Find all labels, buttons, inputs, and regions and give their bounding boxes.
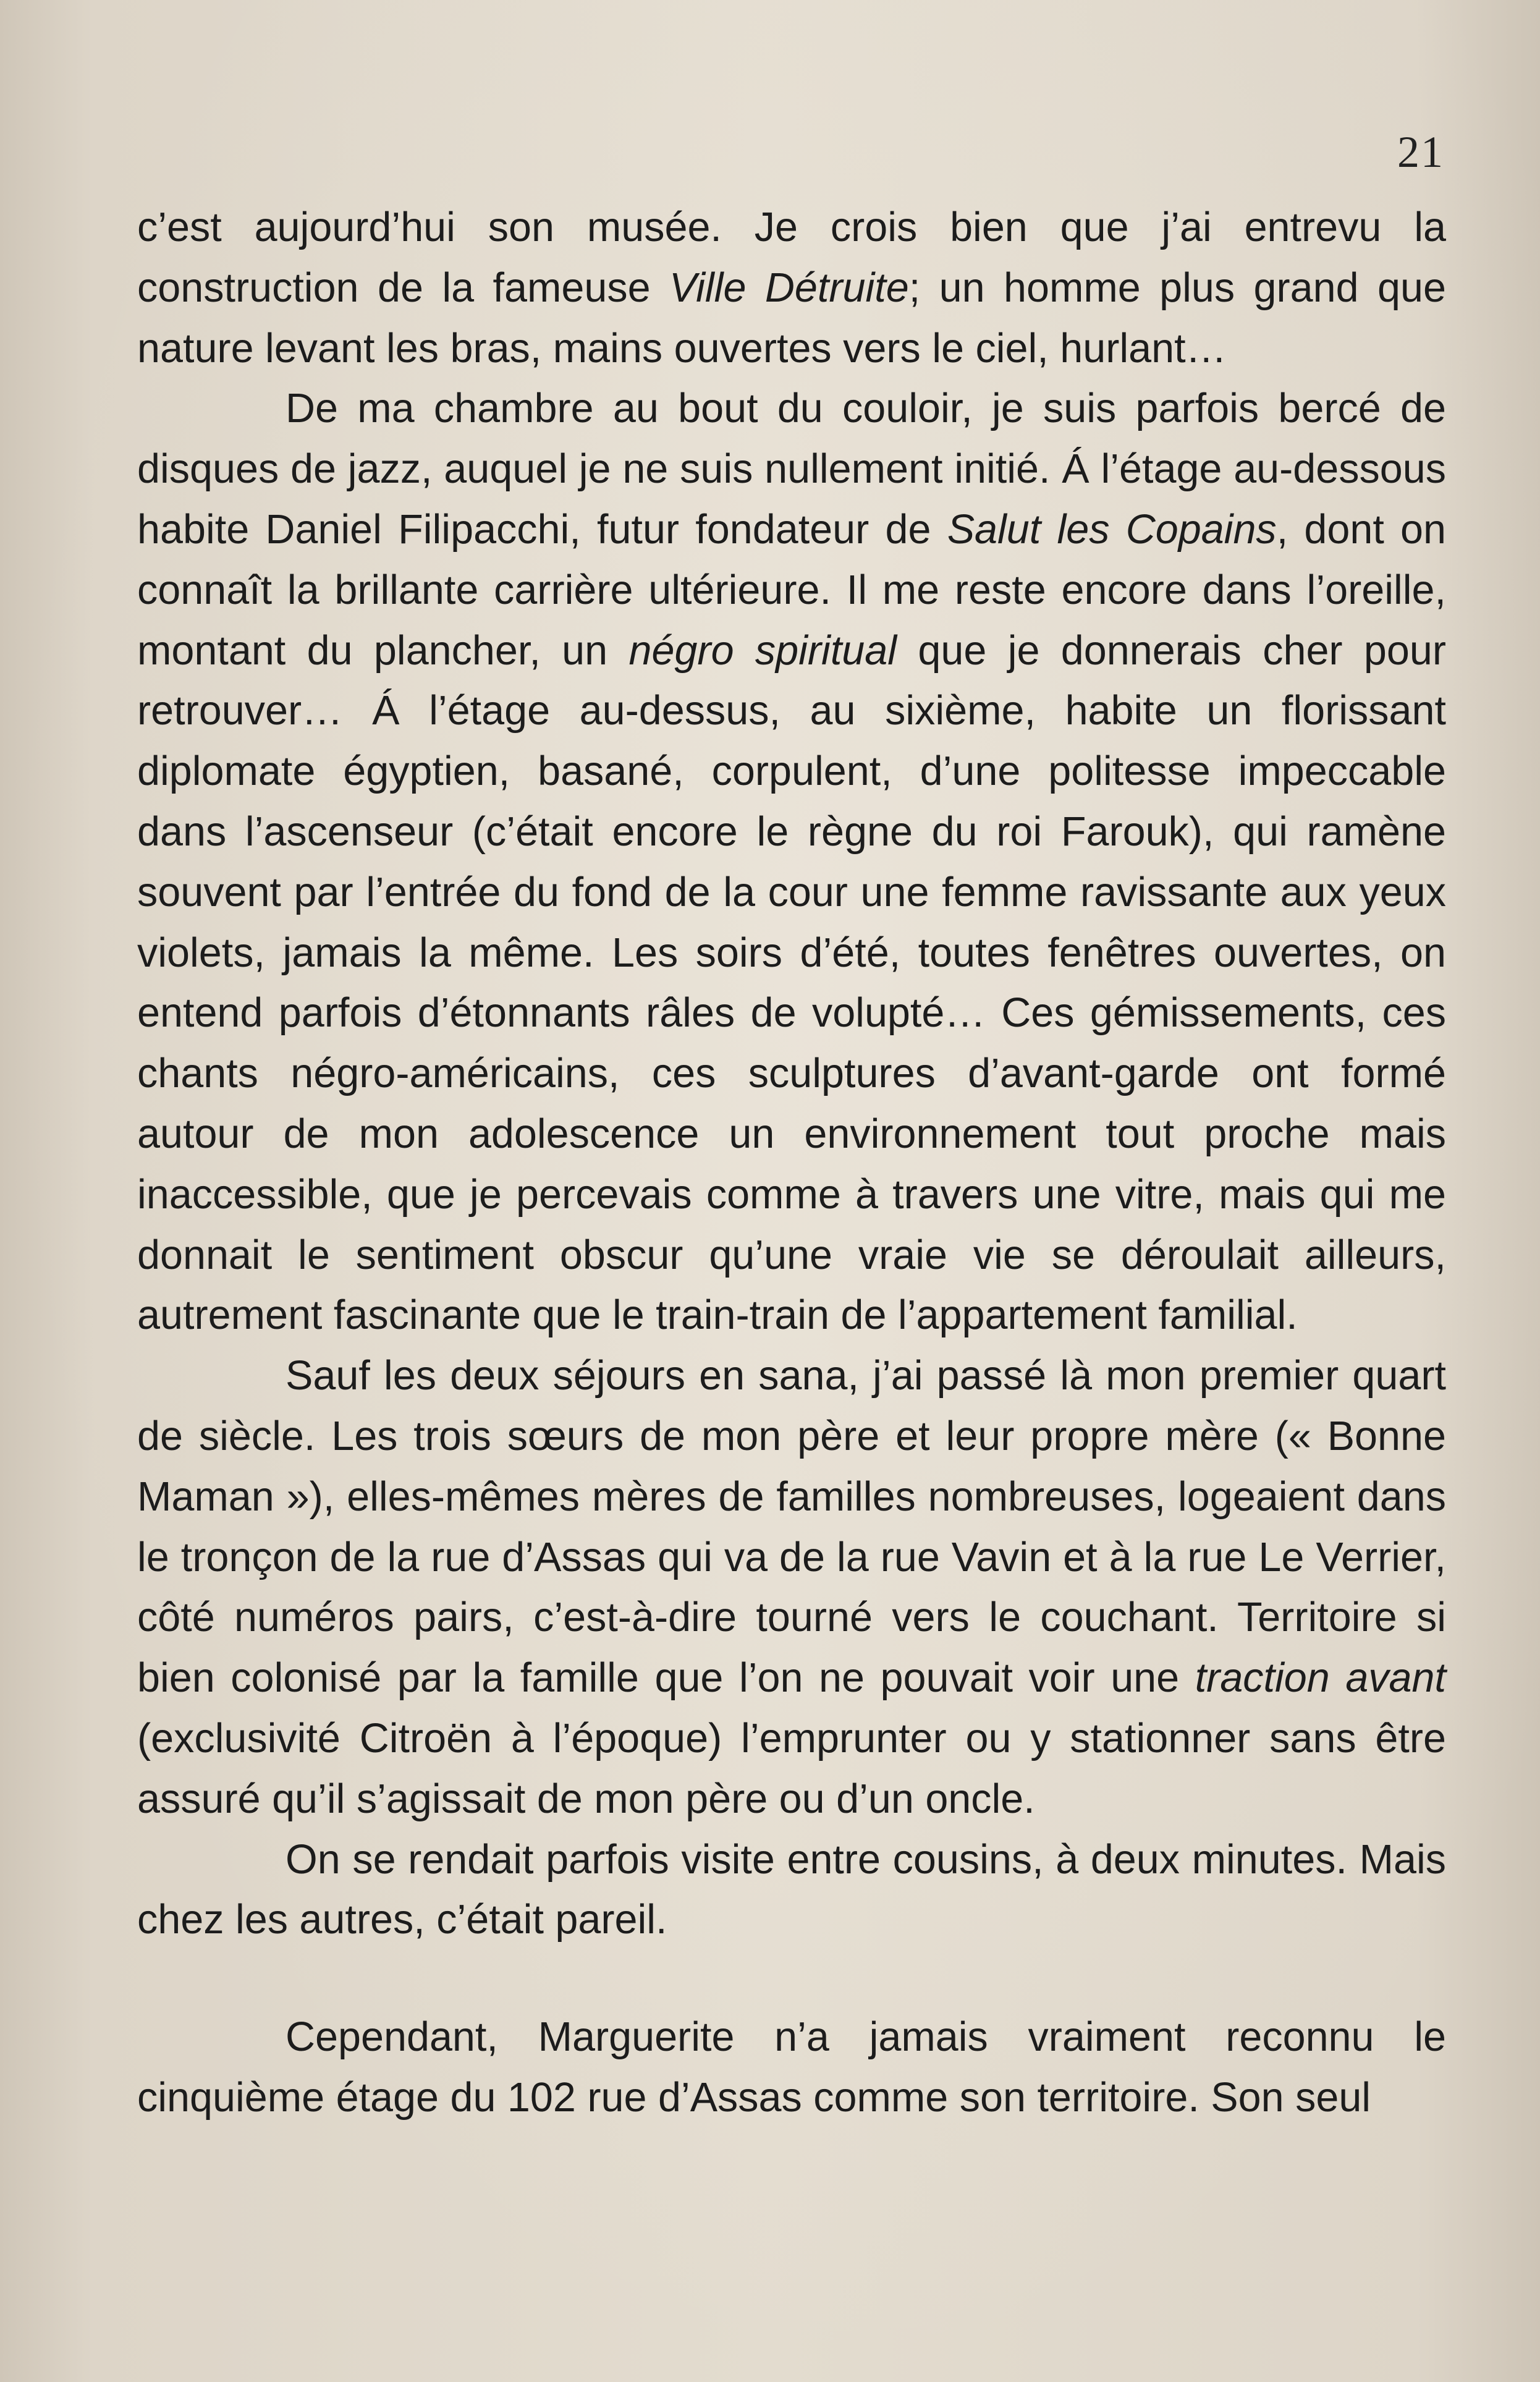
italic-title: Ville Détruite: [669, 265, 909, 311]
text-segment: De ma chambre au bout du couloir, je suis parfois bercé de disques de jazz, auquel je ne suis nullement initié. Á l’étage au-dessous habite Daniel Filipacchi, futur fondateur de: [137, 386, 1446, 553]
paragraph-4: [137, 1830, 1446, 1951]
italic-title: Salut les Copains: [947, 506, 1277, 553]
text-segment: (exclusivité Citroën à l’époque) l’emprunter ou y stationner sans être assuré qu’il s’agissait de mon père ou d’un oncle.: [137, 1715, 1446, 1822]
paragraph-5: [137, 2007, 1446, 2129]
text-segment: Cependant, Marguerite n’a jamais vraiment reconnu le cinquième étage du 102 rue d’Assas comme son territoire. Son seul: [137, 2014, 1446, 2121]
text-segment: Sauf les deux séjours en sana, j’ai passé là mon premier quart de siècle. Les trois sœurs de mon père et leur propre mère (« Bonne Maman »), elles-mêmes mères de familles nombreuses, logeaient dans le tronçon de la rue d’Assas qui va de la rue Vavin et à la rue Le Verrier, côté numéros pairs, c’est-à-dire tourné vers le couchant. Territoire si bien colonisé par la famille que l’on ne pouvait voir une: [137, 1353, 1446, 1702]
text-segment: , dont on connaît la brillante carrière ultérieure. Il me reste encore dans l’oreille, montant du plancher, un: [137, 506, 1446, 674]
text-segment: On se rendait parfois visite entre cousins, à deux minutes. Mais chez les autres, c’était pareil.: [137, 1836, 1446, 1943]
paragraph-2: [137, 379, 1446, 1346]
italic-term: traction avant: [1195, 1655, 1446, 1702]
page-number: 21: [1397, 127, 1444, 177]
text-segment: que je donnerais cher pour retrouver… Á l’étage au-dessus, au sixième, habite un florissant diplomate égyptien, basané, corpulent, d’une politesse impeccable dans l’ascenseur (c’était encore le règne du roi Farouk), qui ramène souvent par l’entrée du fond de la cour une femme ravissante aux yeux violets, jamais la même. Les soirs d’été, toutes fenêtres ouvertes, on entend parfois d’étonnants râles de volupté… Ces gémissements, ces chants négro-américains, ces sculptures d’avant-garde ont formé autour de mon adolescence un environnement tout proche mais inaccessible, que je percevais comme à travers une vitre, mais qui me donnait le sentiment obscur qu’une vraie vie se déroulait ailleurs, autrement fascinante que le train-train de l’appartement familial.: [137, 627, 1447, 1339]
italic-term: négro spiritual: [628, 627, 897, 674]
body-text: [137, 198, 1446, 2129]
text-segment: c’est aujourd’hui son musée. Je crois bien que j’ai entrevu la construction de la fameuse: [137, 205, 1446, 311]
paragraph-1: [137, 198, 1446, 379]
text-segment: ; un homme plus grand que nature levant les bras, mains ouvertes vers le ciel, hurlant…: [137, 265, 1446, 371]
paragraph-3: [137, 1346, 1446, 1829]
